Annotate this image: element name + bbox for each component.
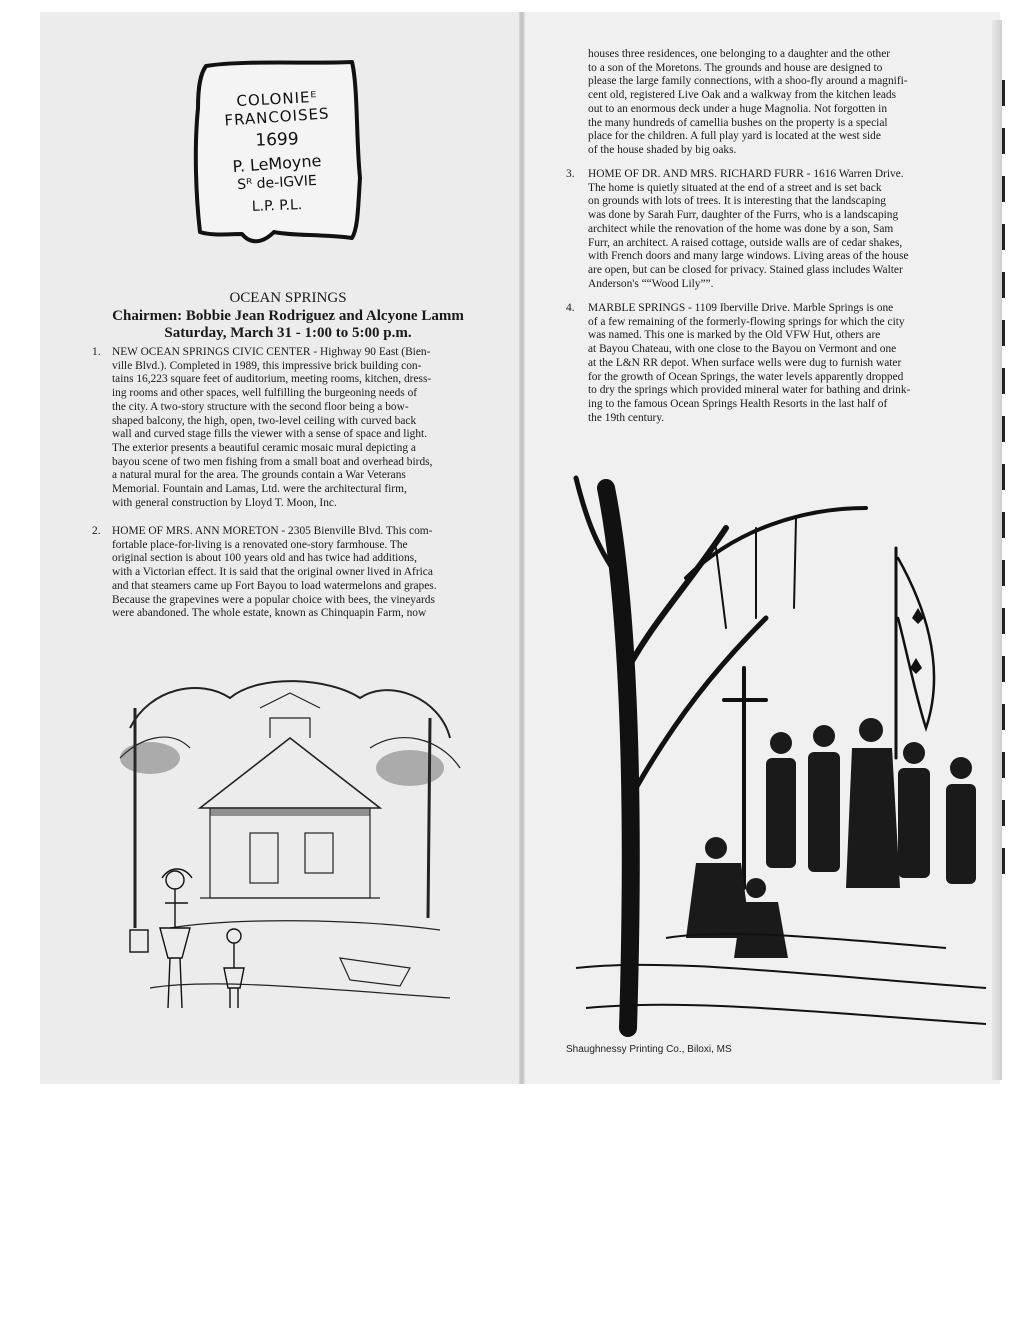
entry-line: The exterior presents a beautiful ceramic mosaic mural depicting a	[112, 441, 416, 454]
entry-line: the 19th century.	[588, 411, 665, 424]
entry-line: the many hundreds of camellia bushes on the property is a special	[588, 116, 888, 129]
entry-line: cent old, registered Live Oak and a walkway from the kitchen leads	[588, 89, 897, 102]
entry-line: wall and curved stage fills the viewer with a sense of space and light.	[112, 428, 428, 441]
entry-line: on grounds with lots of trees. It is interesting that the landscaping	[588, 195, 887, 208]
entry-line: ville Blvd.). Completed in 1989, this impressive brick building con-	[112, 359, 422, 372]
entry-line: out to an enormous deck under a huge Magnolia. Not forgotten in	[588, 102, 888, 115]
entry-line: NEW OCEAN SPRINGS CIVIC CENTER - Highway 90 East (Bien-	[112, 346, 431, 358]
entry-2-continuation	[566, 48, 966, 158]
tour-entry-3	[566, 168, 966, 291]
tour-entry-1	[92, 346, 492, 510]
entry-line: ing rooms and other spaces, well fulfilling the burgeoning needs of	[112, 387, 418, 400]
entry-line: MARBLE SPRINGS - 1109 Iberville Drive. Marble Springs is one	[588, 302, 894, 314]
explorers-landing-illustration	[566, 468, 996, 1044]
entry-line: tains 16,223 square feet of auditorium, meeting rooms, kitchen, dress-	[112, 373, 432, 386]
entry-number: 1.	[92, 346, 101, 358]
stamp-line-6: L.P. P.L.	[251, 197, 303, 215]
date-line: Saturday, March 31 - 1:00 to 5:00 p.m.	[164, 325, 412, 341]
colonie-francoises-stamp	[192, 58, 362, 244]
entry-line: was named. This one is marked by the Old VFW Hut, others are	[588, 329, 881, 342]
entry-line: with a Victorian effect. It is said that the original owner lived in Africa	[112, 566, 433, 579]
entry-line: were abandoned. The whole estate, known as Chinquapin Farm, now	[112, 607, 427, 620]
entry-line: the city. A two-story structure with the second floor being a bow-	[112, 400, 409, 413]
entry-line: at Bayou Chateau, with one close to the Bayou on Vermont and one	[588, 343, 897, 356]
entry-line: houses three residences, one belonging to a daughter and the other	[588, 48, 891, 60]
entry-line: shaped balcony, the high, open, two-level ceiling with curved back	[112, 414, 417, 427]
entry-line: was done by Sarah Furr, daughter of the Furrs, who is a landscaping	[588, 209, 899, 222]
tour-title: OCEAN SPRINGS	[229, 290, 347, 306]
page-edge-marks	[1000, 80, 1008, 940]
entry-line: bayou scene of two men fishing from a small boat and overhead birds,	[112, 455, 433, 468]
stamp-line-4: P. LeMoyne	[232, 150, 322, 177]
entry-line: fortable place-for-living is a renovated one-story farmhouse. The	[112, 538, 408, 551]
tour-entry-4	[566, 302, 966, 425]
entry-line: Furr, an architect. A raised cottage, outside walls are of cedar shakes,	[588, 236, 903, 249]
entry-line: with French doors and many large windows. Living areas of the house	[588, 250, 909, 263]
chairmen-line: Chairmen: Bobbie Jean Rodriguez and Alcyone Lamm	[112, 308, 464, 324]
entry-line: Anderson's ““Wood Lily””.	[588, 277, 714, 290]
entry-line: for the growth of Ocean Springs, the water levels apparently dropped	[588, 370, 904, 383]
entry-line: with general construction by Lloyd T. Moon, Inc.	[112, 496, 337, 509]
tour-entry-2	[92, 525, 492, 621]
entry-line: The home is quietly situated at the end of a street and is set back	[588, 181, 882, 194]
entry-line: architect while the renovation of the home was done by a son, Sam	[588, 222, 894, 235]
entry-line: original section is about 100 years old and has twice had additions,	[112, 552, 417, 565]
entry-line: of the house shaded by big oaks.	[588, 143, 737, 156]
stamp-line-3: 1699	[255, 129, 299, 151]
entry-line: HOME OF DR. AND MRS. RICHARD FURR - 1616 Warren Drive.	[588, 168, 904, 180]
stamp-line-5: Sᴿ de-IGVIE	[236, 172, 318, 194]
printer-credit: Shaughnessy Printing Co., Biloxi, MS	[566, 1044, 732, 1055]
entry-line: to dry the springs which provided mineral water for bathing and drink-	[588, 384, 911, 397]
entry-number: 3.	[566, 168, 575, 180]
entry-line: Memorial. Fountain and Lamas, Ltd. were the architectural firm,	[112, 483, 407, 496]
entry-line: HOME OF MRS. ANN MORETON - 2305 Bienville Blvd. This com-	[112, 525, 433, 537]
entry-line: at the L&N RR depot. When surface wells were dug to furnish water	[588, 356, 902, 369]
entry-line: of a few remaining of the formerly-flowing springs for which the city	[588, 315, 905, 328]
entry-line: please the large family connections, with a shoo-fly around a magnifi-	[588, 75, 908, 88]
cottage-sketch-illustration	[110, 668, 470, 1048]
entry-number: 4.	[566, 302, 575, 314]
entry-line: a natural mural for the area. The grounds contain a War Veterans	[112, 469, 406, 482]
page-fold	[519, 12, 525, 1084]
entry-line: and that steamers came up Fort Bayou to load watermelons and grapes.	[112, 579, 437, 592]
entry-line: ing to the famous Ocean Springs Health Resorts in the last half of	[588, 397, 888, 410]
entry-number: 2.	[92, 525, 101, 537]
entry-line: are open, but can be closed for privacy. Stained glass includes Walter	[588, 263, 903, 276]
stamp-line-2: FRANCOISES	[223, 104, 331, 130]
stamp-line-1: COLONIEᴱ	[236, 87, 318, 111]
entry-line: to a son of the Moretons. The grounds and house are designed to	[588, 61, 883, 74]
entry-line: Because the grapevines were a popular choice with bees, the vineyards	[112, 593, 435, 606]
entry-line: place for the children. A full play yard is located at the west side	[588, 130, 881, 143]
